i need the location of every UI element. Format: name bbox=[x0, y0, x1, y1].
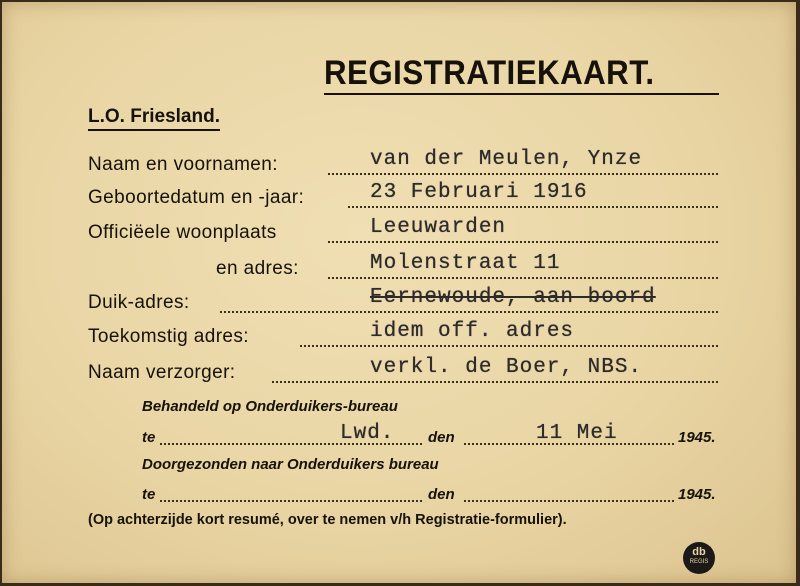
behandeld-row bbox=[2, 422, 796, 453]
field-hiding-address bbox=[2, 286, 796, 318]
field-address-value: Molenstraat 11 bbox=[370, 252, 561, 275]
field-hiding-address-label: Duik-adres: bbox=[88, 292, 190, 313]
field-future-address-label: Toekomstig adres: bbox=[88, 326, 249, 347]
behandeld-te-label: te bbox=[142, 429, 156, 446]
behandeld-year: 1945. bbox=[678, 429, 716, 446]
field-future-address-dotted-line bbox=[300, 345, 718, 347]
stamp-letters: db bbox=[692, 546, 706, 558]
field-caretaker-label: Naam verzorger: bbox=[88, 362, 236, 383]
registration-card bbox=[2, 2, 796, 583]
field-hiding-address-value: Eernewoude, aan boord bbox=[370, 286, 656, 309]
field-residence-value: Leeuwarden bbox=[370, 216, 507, 239]
doorgezonden-te-dotted-line bbox=[160, 500, 422, 502]
field-birthdate-value: 23 Februari 1916 bbox=[370, 181, 588, 204]
field-address-label: en adres: bbox=[216, 258, 299, 279]
field-hiding-address-dotted-line bbox=[220, 311, 718, 313]
footnote: (Op achterzijde kort resumé, over te nemen v/h Registratie-formulier). bbox=[88, 512, 567, 528]
doorgezonden-year: 1945. bbox=[678, 486, 716, 503]
card-title: REGISTRATIEKAART. bbox=[324, 54, 655, 92]
doorgezonden-row bbox=[2, 484, 796, 510]
field-residence bbox=[2, 216, 796, 248]
doorgezonden-den-label: den bbox=[428, 486, 455, 503]
field-caretaker bbox=[2, 356, 796, 388]
stamp-subtext: REGIS bbox=[689, 559, 709, 565]
behandeld-heading: Behandeld op Onderduikers-bureau bbox=[142, 398, 398, 415]
field-birthdate bbox=[2, 181, 796, 213]
field-name-label: Naam en voornamen: bbox=[88, 154, 278, 175]
field-address-dotted-line bbox=[328, 277, 718, 279]
field-birthdate-dotted-line bbox=[348, 206, 718, 208]
field-birthdate-label: Geboortedatum en -jaar: bbox=[88, 187, 305, 208]
field-residence-dotted-line bbox=[328, 241, 718, 243]
organization-label: L.O. Friesland. bbox=[88, 106, 220, 131]
field-caretaker-dotted-line bbox=[272, 381, 718, 383]
field-caretaker-value: verkl. de Boer, NBS. bbox=[370, 356, 643, 379]
behandeld-den-label: den bbox=[428, 429, 455, 446]
field-address bbox=[2, 252, 796, 284]
doorgezonden-heading: Doorgezonden naar Onderduikers bureau bbox=[142, 456, 439, 473]
behandeld-den-value: 11 Mei bbox=[536, 422, 618, 445]
publisher-stamp bbox=[683, 542, 715, 574]
behandeld-te-value: Lwd. bbox=[340, 422, 395, 445]
field-name-dotted-line bbox=[328, 173, 718, 175]
doorgezonden-te-label: te bbox=[142, 486, 156, 503]
field-name bbox=[2, 148, 796, 180]
field-residence-label: Officiëele woonplaats bbox=[88, 222, 277, 243]
field-name-value: van der Meulen, Ynze bbox=[370, 148, 643, 171]
field-future-address bbox=[2, 320, 796, 352]
doorgezonden-den-dotted-line bbox=[464, 500, 674, 502]
field-future-address-value: idem off. adres bbox=[370, 320, 575, 343]
title-underline bbox=[324, 93, 719, 95]
